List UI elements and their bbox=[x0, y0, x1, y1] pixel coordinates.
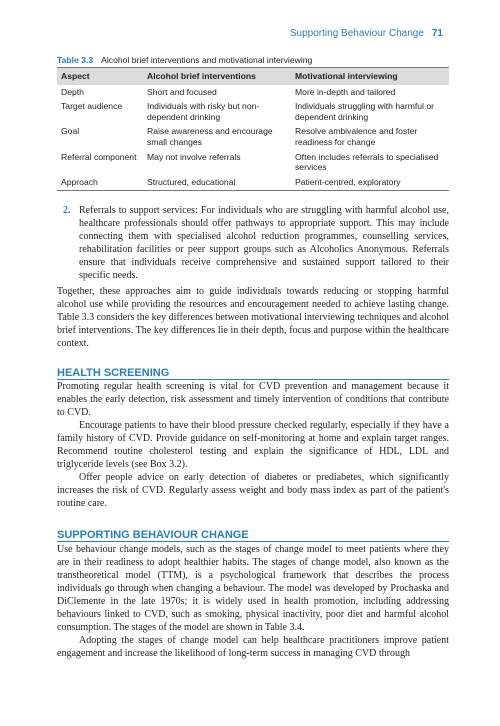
section-heading-supporting-behaviour-change: SUPPORTING BEHAVIOUR CHANGE bbox=[57, 529, 449, 542]
table-row bbox=[57, 85, 449, 100]
list-number: 2. bbox=[63, 205, 71, 216]
table-row bbox=[57, 99, 449, 124]
table-caption bbox=[57, 55, 449, 65]
table-cell: Patient-centred, exploratory bbox=[291, 175, 449, 191]
table-cell: Resolve ambivalence and foster readiness for change bbox=[295, 126, 418, 147]
table-cell: Often includes referrals to specialised services bbox=[295, 151, 439, 173]
body-paragraph: Encourage patients to have their blood pressure checked regularly, especially if they have a family history of CVD. Provide guidance on self-monitoring at home and explain target ranges. Recommend routine cholesterol testing and explain the significance of HDL, LDL and triglyceride levels (see Box 3.2). bbox=[57, 420, 449, 470]
table-row bbox=[57, 175, 449, 191]
running-head bbox=[0, 28, 443, 39]
table-cell: Target audience bbox=[61, 101, 123, 112]
column-header-aspect: Aspect bbox=[57, 68, 143, 85]
page-number: 71 bbox=[431, 28, 443, 39]
section-supporting-behaviour-change bbox=[57, 543, 449, 660]
table-cell: Referral component bbox=[61, 151, 137, 162]
table-cell: More in-depth and tailored bbox=[295, 86, 396, 97]
body-paragraph: Together, these approaches aim to guide individuals towards reducing or stopping harmful alcohol use while providing the resources and encouragement needed to achieve lasting change. Table 3.3 considers the key differences between motivational interviewing techniques and alcohol brief interventions. The key differences lie in their depth, focus and purpose within the healthcare context. bbox=[57, 286, 449, 349]
table-cell: Short and focused bbox=[147, 86, 217, 97]
section-health-screening bbox=[57, 380, 449, 510]
section-heading-health-screening: HEALTH SCREENING bbox=[57, 367, 449, 380]
list-item-text: Referrals to support services: For individuals who are struggling with harmful alcohol use, healthcare professionals should offer pathways to appropriate support. This may include connecting them with specialised alcohol reduction programmes, counselling services, rehabilitation facilities or peer support groups such as Alcoholics Anonymous. Referrals ensure that individuals receive comprehensive and sustained support tailored to their specific needs. bbox=[79, 205, 449, 281]
table-row bbox=[57, 150, 449, 175]
column-header-motivational-interviewing: Motivational interviewing bbox=[291, 68, 449, 85]
table-cell: Individuals with risky but non-dependent drinking bbox=[147, 101, 260, 122]
comparison-table bbox=[57, 67, 449, 191]
table-cell: Approach bbox=[57, 175, 143, 191]
column-header-brief-interventions: Alcohol brief interventions bbox=[143, 68, 291, 85]
table-cell: Individuals struggling with harmful or dependent drinking bbox=[295, 101, 434, 122]
table-row bbox=[57, 124, 449, 149]
table-header-row bbox=[57, 68, 449, 85]
table-label: Table 3.3 bbox=[57, 55, 94, 65]
table-cell: Raise awareness and encourage small changes bbox=[147, 126, 273, 147]
body-paragraph: Use behaviour change models, such as the stages of change model to meet patients where they are in their readiness to adopt healthier habits. The stages of change model, also known as the transtheoretical model (TTM), is a psychological framework that describes the process individuals go through when changing a behaviour. The model was developed by Prochaska and DiClemente in the late 1970s; it is widely used in health promotion, including addressing behaviours linked to CVD, such as smoking, physical inactivity, poor diet and harmful alcohol consumption. The stages of the model are shown in Table 3.4. bbox=[57, 544, 449, 633]
table-cell: Depth bbox=[61, 86, 84, 97]
running-head-title: Supporting Behaviour Change bbox=[289, 28, 424, 39]
numbered-list-item bbox=[57, 204, 449, 282]
body-paragraph: Adopting the stages of change model can help healthcare practitioners improve patient engagement and increase the likelihood of long-term success in managing CVD through bbox=[57, 635, 449, 659]
table-cell: Structured, educational bbox=[143, 175, 291, 191]
table-cell: Goal bbox=[61, 126, 80, 137]
body-paragraph: Promoting regular health screening is vital for CVD prevention and management because it enables the early detection, risk assessment and timely intervention of conditions that contribute to CVD. bbox=[57, 381, 449, 418]
table-caption-text: Alcohol brief interventions and motivational interviewing bbox=[101, 55, 313, 65]
table-cell: May not involve referrals bbox=[147, 151, 241, 162]
body-paragraph: Offer people advice on early detection of diabetes or prediabetes, which significantly increases the risk of CVD. Regularly assess weight and body mass index as part of the patient's routine care. bbox=[57, 472, 449, 509]
